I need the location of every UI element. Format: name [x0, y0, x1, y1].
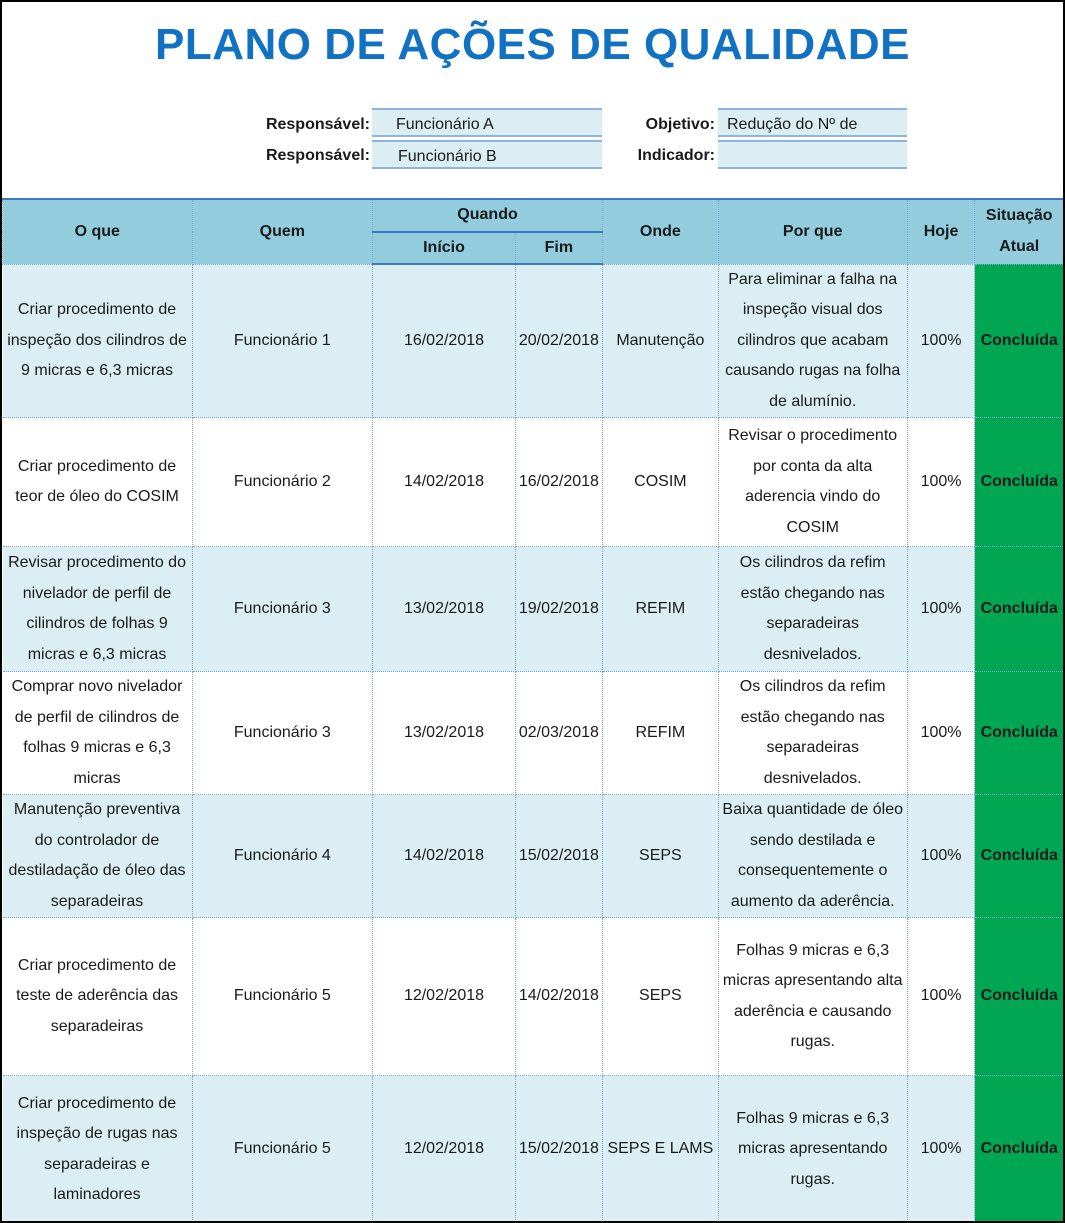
- cell-o-que: Criar procedimento de inspeção de rugas nas separadeiras e laminadores: [3, 1076, 193, 1223]
- header-o-que: O que: [3, 199, 193, 264]
- cell-quem: Funcionário 3: [192, 547, 373, 672]
- header-fim: Fim: [515, 232, 602, 265]
- cell-onde: COSIM: [602, 418, 718, 547]
- cell-hoje: 100%: [907, 672, 975, 795]
- cell-o-que: Revisar procedimento do nivelador de perfil de cilindros de folhas 9 micras e 6,3 micras: [3, 547, 193, 672]
- cell-quem: Funcionário 1: [192, 264, 373, 418]
- objetivo-field[interactable]: Redução do Nº de: [718, 108, 907, 137]
- responsavel-label-1: Responsável:: [265, 116, 370, 133]
- cell-situacao: Concluída: [975, 918, 1063, 1076]
- cell-onde: REFIM: [602, 547, 718, 672]
- page-title: PLANO DE AÇÕES DE QUALIDADE: [154, 20, 911, 69]
- cell-fim: 14/02/2018: [515, 918, 602, 1076]
- cell-fim: 15/02/2018: [515, 1076, 602, 1223]
- cell-quem: Funcionário 2: [192, 418, 373, 547]
- cell-o-que: Criar procedimento de teor de óleo do COSIM: [3, 418, 193, 547]
- responsavel-field-2[interactable]: Funcionário B: [372, 140, 602, 169]
- cell-onde: SEPS: [602, 795, 718, 918]
- cell-fim: 20/02/2018: [515, 264, 602, 418]
- cell-por-que: Os cilindros da refim estão chegando nas separadeiras desnivelados.: [718, 672, 907, 795]
- cell-por-que: Folhas 9 micras e 6,3 micras apresentando alta aderência e causando rugas.: [718, 918, 907, 1076]
- cell-onde: REFIM: [602, 672, 718, 795]
- cell-situacao: Concluída: [975, 1076, 1063, 1223]
- indicador-label: Indicador:: [637, 147, 715, 164]
- cell-por-que: Folhas 9 micras e 6,3 micras apresentando rugas.: [718, 1076, 907, 1223]
- table-header-row: [3, 199, 1064, 232]
- cell-inicio: 16/02/2018: [373, 264, 516, 418]
- cell-por-que: Para eliminar a falha na inspeção visual dos cilindros que acabam causando rugas na folha de alumínio.: [718, 264, 907, 418]
- table-row[interactable]: [3, 264, 1064, 418]
- cell-situacao: Concluída: [975, 795, 1063, 918]
- cell-fim: 15/02/2018: [515, 795, 602, 918]
- cell-por-que: Revisar o procedimento por conta da alta aderencia vindo do COSIM: [718, 418, 907, 547]
- header-hoje: Hoje: [907, 199, 975, 264]
- header-quando: Quando: [373, 199, 603, 232]
- cell-quem: Funcionário 4: [192, 795, 373, 918]
- cell-fim: 02/03/2018: [515, 672, 602, 795]
- header-situacao: Situação Atual: [975, 199, 1063, 264]
- cell-inicio: 13/02/2018: [373, 547, 516, 672]
- table-row[interactable]: [3, 672, 1064, 795]
- table-row[interactable]: [3, 918, 1064, 1076]
- cell-inicio: 13/02/2018: [373, 672, 516, 795]
- table-row[interactable]: [3, 547, 1064, 672]
- cell-hoje: 100%: [907, 1076, 975, 1223]
- header-por-que: Por que: [718, 199, 907, 264]
- cell-hoje: 100%: [907, 795, 975, 918]
- header-inicio: Início: [373, 232, 516, 265]
- indicador-field[interactable]: [718, 140, 907, 169]
- cell-situacao: Concluída: [975, 264, 1063, 418]
- cell-situacao: Concluída: [975, 547, 1063, 672]
- header-onde: Onde: [602, 199, 718, 264]
- cell-hoje: 100%: [907, 918, 975, 1076]
- cell-inicio: 12/02/2018: [373, 1076, 516, 1223]
- cell-onde: SEPS: [602, 918, 718, 1076]
- cell-inicio: 14/02/2018: [373, 418, 516, 547]
- cell-hoje: 100%: [907, 418, 975, 547]
- cell-hoje: 100%: [907, 264, 975, 418]
- cell-onde: SEPS E LAMS: [602, 1076, 718, 1223]
- cell-por-que: Baixa quantidade de óleo sendo destilada e consequentemente o aumento da aderência.: [718, 795, 907, 918]
- cell-o-que: Criar procedimento de inspeção dos cilindros de 9 micras e 6,3 micras: [3, 264, 193, 418]
- cell-inicio: 14/02/2018: [373, 795, 516, 918]
- cell-fim: 19/02/2018: [515, 547, 602, 672]
- responsavel-label-2: Responsável:: [265, 147, 370, 164]
- cell-situacao: Concluída: [975, 418, 1063, 547]
- header-quem: Quem: [192, 199, 373, 264]
- cell-quem: Funcionário 5: [192, 1076, 373, 1223]
- cell-hoje: 100%: [907, 547, 975, 672]
- cell-onde: Manutenção: [602, 264, 718, 418]
- cell-o-que: Manutenção preventiva do controlador de destiladação de óleo das separadeiras: [3, 795, 193, 918]
- cell-o-que: Comprar novo nivelador de perfil de cilindros de folhas 9 micras e 6,3 micras: [3, 672, 193, 795]
- cell-por-que: Os cilindros da refim estão chegando nas separadeiras desnivelados.: [718, 547, 907, 672]
- table-row[interactable]: [3, 418, 1064, 547]
- responsavel-field-1[interactable]: Funcionário A: [372, 108, 602, 137]
- cell-inicio: 12/02/2018: [373, 918, 516, 1076]
- cell-fim: 16/02/2018: [515, 418, 602, 547]
- table-row[interactable]: [3, 1076, 1064, 1223]
- action-plan-table: [2, 198, 1063, 1223]
- cell-situacao: Concluída: [975, 672, 1063, 795]
- cell-quem: Funcionário 5: [192, 918, 373, 1076]
- cell-o-que: Criar procedimento de teste de aderência das separadeiras: [3, 918, 193, 1076]
- table-row[interactable]: [3, 795, 1064, 918]
- cell-quem: Funcionário 3: [192, 672, 373, 795]
- objetivo-label: Objetivo:: [645, 116, 715, 133]
